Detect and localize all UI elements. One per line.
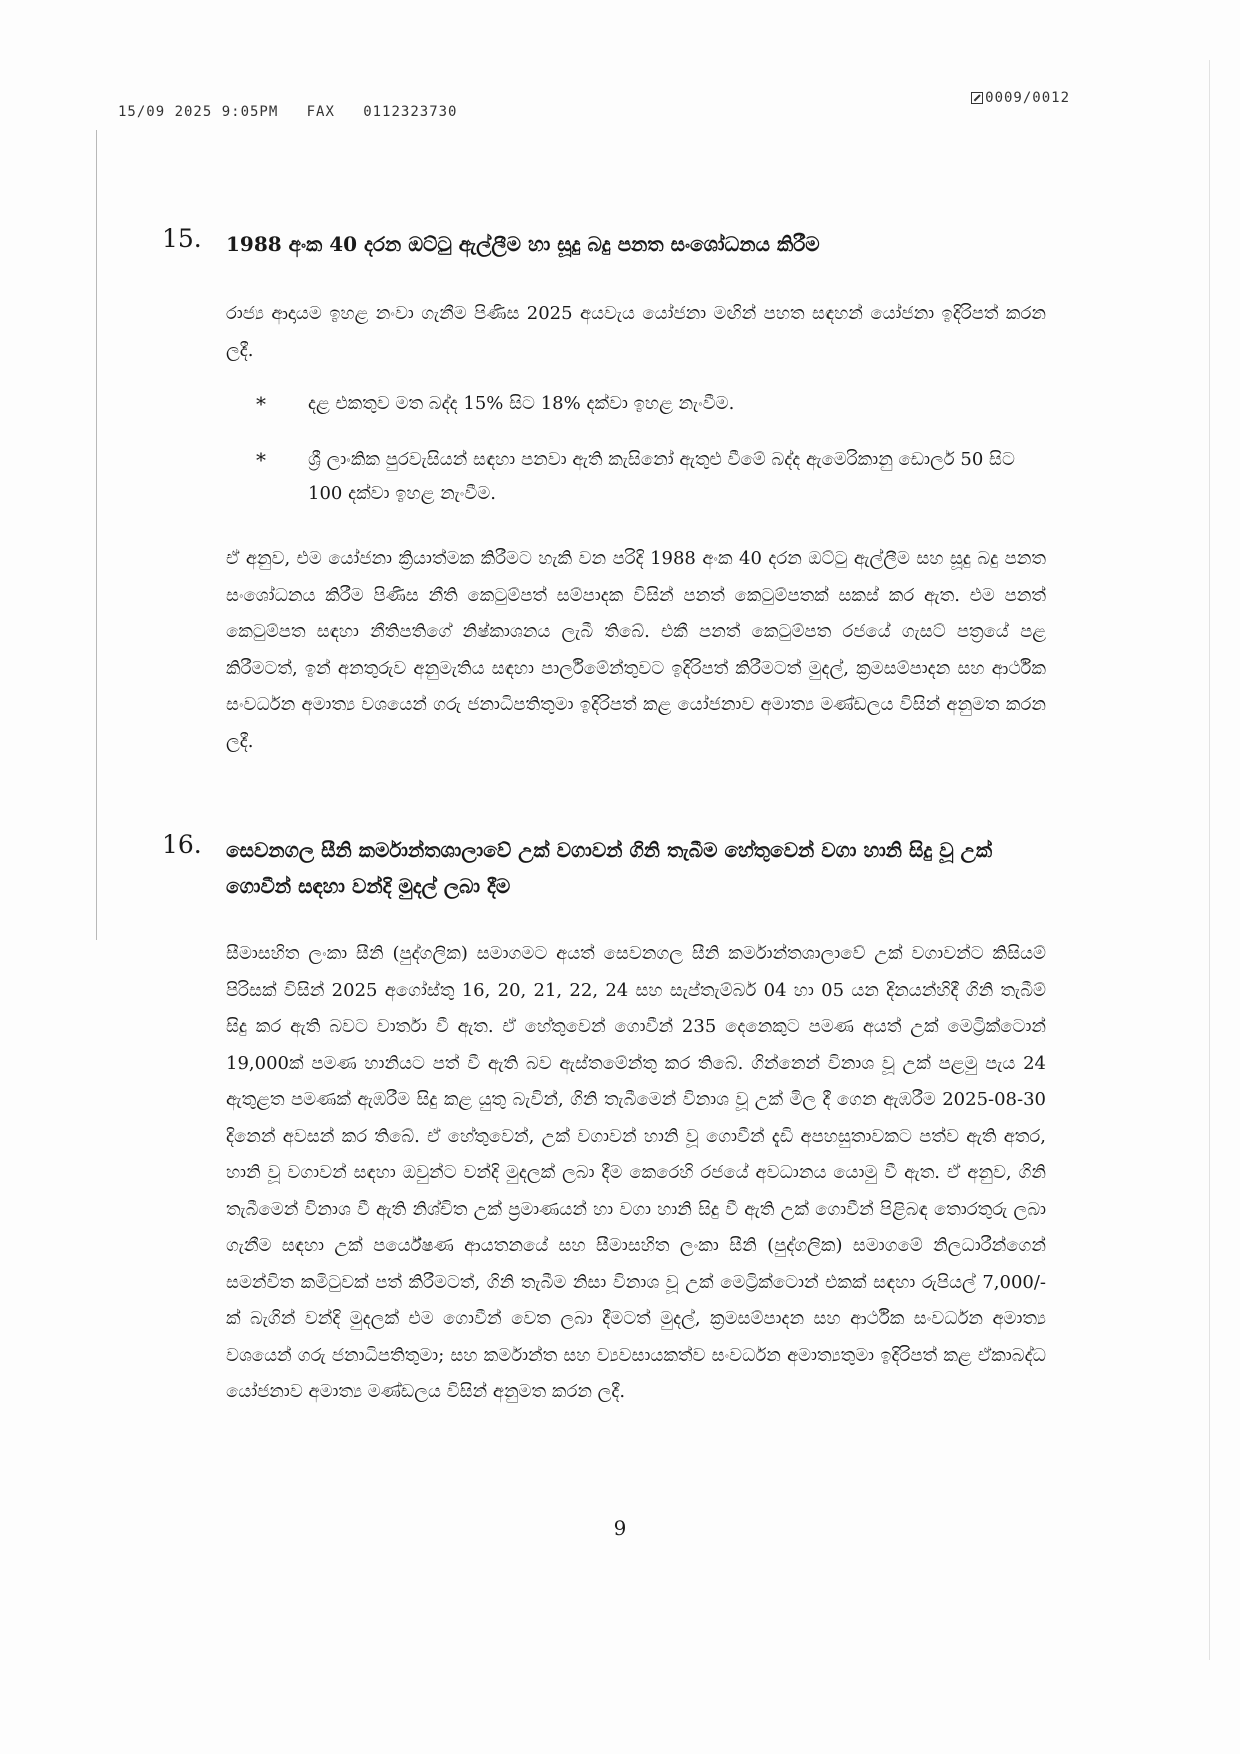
fax-header (118, 104, 457, 120)
bullet-item (256, 387, 1046, 421)
bullet-item (256, 443, 1046, 511)
section-16-title: සෙවනගල සීනි කර්මාන්තශාලාවේ උක් වගාවන් ගිනි තැබීම හේතුවෙන් වගා හානි සිදු වූ උක් ගොවීන් සඳහා වන්දි මුදල් ලබා දීම (226, 838, 993, 898)
fax-checkbox-icon (971, 92, 983, 104)
fax-datetime: 15/09 2025 9:05PM (118, 104, 279, 120)
fax-number: 0112323730 (363, 104, 458, 120)
fax-label: FAX (306, 104, 335, 120)
asterisk-icon: * (256, 448, 266, 472)
scan-edge-line (1209, 60, 1210, 1660)
section-15-title: 1988 අංක 40 දරන ඔට්ටු ඇල්ලීම හා සූදු බදු පනත සංශෝධනය කිරීම (226, 232, 820, 256)
section-15-body: ඒ අනුව, එම යෝජනා ක්‍රියාත්මක කිරීමට හැකි වන පරිදි 1988 අංක 40 දරන ඔට්ටු ඇල්ලීම සහ සූදු බදු පනත සංශෝධනය කිරීම පිණිස නීති කෙටුම්පත් සම්පාදක විසින් පනත් කෙටුම්පතක් සකස් කර ඇත. එම පනත් කෙටුම්පත සඳහා නීතිපතිගේ නිෂ්කාශනය ලැබී තිබේ. එකී පනත් කෙටුම්පත රජයේ ගැසට් පත්‍රයේ පළ කිරීමටත්, ඉන් අනතුරුව අනුමැතිය සඳහා පාර්ලිමේන්තුවට ඉදිරිපත් කිරීමටත් මුදල්, ක්‍රමසම්පාදන සහ ආර්ථික සංවර්ධන අමාත්‍ය වශයෙන් ගරු ජනාධිපතිතුමා ඉදිරිපත් කළ යෝජනාව අමාත්‍ය මණ්ඩලය විසින් අනුමත කරන ලදී. (226, 548, 1046, 752)
section-16-body: සීමාසහිත ලංකා සීනි (පුද්ගලික) සමාගමට අයත් සෙවනගල සීනි කර්මාන්තශාලාවේ උක් වගාවන්ට කිසියම් පිරිසක් විසින් 2025 අගෝස්තු 16, 20, 21, 22, 24 සහ සැප්තැම්බර් 04 හා 05 යන දිනයන්හිදී ගිනි තැබීම් සිදු කර ඇති බවට වාර්තා වී ඇත. ඒ හේතුවෙන් ගොවීන් 235 දෙනෙකුට පමණ අයත් උක් මෙට්‍රික්ටොන් 19,000ක් පමණ හානියට පත් වී ඇති බව ඇස්තමේන්තු කර තිබේ. ගින්නෙන් විනාශ වූ උක් පළමු පැය 24 ඇතුළත පමණක් ඇඹරීම සිදු කළ යුතු බැවින්, ගිනි තැබීමෙන් විනාශ වූ උක් මිල දී ගෙන ඇඹරීම 2025-08-30 දිනෙන් අවසන් කර තිබේ. ඒ හේතුවෙන්, උක් වගාවන් හානි වූ ගොවීන් දැඩි අපහසුතාවකට පත්ව ඇති අතර, හානි වූ වගාවන් සඳහා ඔවුන්ට වන්දි මුදලක් ලබා දීම කෙරෙහි රජයේ අවධානය යොමු වී ඇත. ඒ අනුව, ගිනි තැබීමෙන් විනාශ වී ඇති නිශ්චිත උක් ප්‍රමාණයන් හා වගා හානි සිදු වී ඇති උක් ගොවීන් පිළිබඳ තොරතුරු ලබා ගැනීම සඳහා උක් පර්යේෂණ ආයතනයේ සහ සීමාසහිත ලංකා සීනි (පුද්ගලික) සමාගමේ නිලධාරීන්ගෙන් සමන්විත කමිටුවක් පත් කිරීමටත්, ගිනි තැබීම නිසා විනාශ වූ උක් මෙට්‍රික්ටොන් එකක් සඳහා රුපියල් 7,000/-ක් බැගින් වන්දි මුදලක් එම ගොවීන් වෙත ලබා දීමටත් මුදල්, ක්‍රමසම්පාදන සහ ආර්ථික සංවර්ධන අමාත්‍ය වශයෙන් ගරු ජනාධිපතිතුමා; සහ කර්මාන්ත සහ ව්‍යවසායකත්ව සංවර්ධන අමාත්‍යතුමා ඉදිරිපත් කළ ඒකාබද්ධ යෝජනාව අමාත්‍ය මණ්ඩලය විසින් අනුමත කරන ලදී. (226, 943, 1046, 1402)
bullet-text: ශ්‍රී ලාංකික පුරවැසියන් සඳහා පනවා ඇති කැසිනෝ ඇතුළු වීමේ බද්ද ඇමෙරිකානු ඩොලර් 50 සිට 100 දක්වා ඉහළ නැංවීම. (308, 449, 1015, 504)
fax-page-counter (971, 90, 1070, 106)
bullet-text: දළ එකතුව මත බද්ද 15% සිට 18% දක්වා ඉහළ නැංවීම. (308, 393, 735, 414)
section-15-intro: රාජ්‍ය ආදායම ඉහළ නංවා ගැනීම පිණිස 2025 අයවැය යෝජනා මඟින් පහත සඳහන් යෝජනා ඉදිරිපත් කරන ලදී. (226, 303, 1046, 361)
section-16 (162, 830, 1046, 1411)
section-16-number: 16. (162, 830, 202, 859)
page-number: 9 (613, 1516, 627, 1540)
margin-line (96, 130, 97, 940)
fax-page-count: 0009/0012 (985, 90, 1070, 106)
section-15-number: 15. (162, 224, 202, 253)
section-15 (162, 224, 1046, 760)
asterisk-icon: * (256, 392, 266, 416)
section-15-bullets (226, 387, 1046, 511)
